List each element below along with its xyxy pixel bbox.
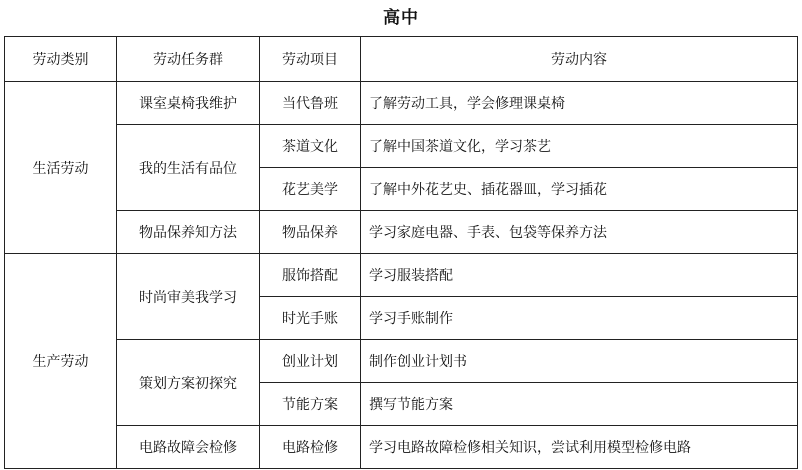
content-cell: 了解中国茶道文化，学习茶艺 <box>361 125 798 168</box>
table-row <box>5 125 798 168</box>
content-cell: 撰写节能方案 <box>361 383 798 426</box>
project-cell: 茶道文化 <box>260 125 361 168</box>
project-cell: 服饰搭配 <box>260 254 361 297</box>
header-content: 劳动内容 <box>361 37 798 82</box>
content-cell: 学习手账制作 <box>361 297 798 340</box>
labor-table <box>4 36 798 469</box>
content-cell: 了解中外花艺史、插花器皿，学习插花 <box>361 168 798 211</box>
content-cell: 了解劳动工具，学会修理课桌椅 <box>361 82 798 125</box>
project-cell: 物品保养 <box>260 211 361 254</box>
table-row <box>5 254 798 297</box>
table-row <box>5 211 798 254</box>
task-group-cell: 策划方案初探究 <box>117 340 260 426</box>
header-category: 劳动类别 <box>5 37 117 82</box>
category-cell: 生活劳动 <box>5 82 117 254</box>
project-cell: 花艺美学 <box>260 168 361 211</box>
content-cell: 制作创业计划书 <box>361 340 798 383</box>
category-cell: 生产劳动 <box>5 254 117 469</box>
task-group-cell: 课室桌椅我维护 <box>117 82 260 125</box>
header-project: 劳动项目 <box>260 37 361 82</box>
project-cell: 创业计划 <box>260 340 361 383</box>
project-cell: 节能方案 <box>260 383 361 426</box>
page-title: 高中 <box>383 8 419 28</box>
table-row <box>5 340 798 383</box>
task-group-cell: 我的生活有品位 <box>117 125 260 211</box>
content-cell: 学习服装搭配 <box>361 254 798 297</box>
header-row <box>5 37 798 82</box>
task-group-cell: 电路故障会检修 <box>117 426 260 469</box>
content-cell: 学习电路故障检修相关知识，尝试利用模型检修电路 <box>361 426 798 469</box>
project-cell: 当代鲁班 <box>260 82 361 125</box>
header-task-group: 劳动任务群 <box>117 37 260 82</box>
table-row <box>5 426 798 469</box>
content-cell: 学习家庭电器、手表、包袋等保养方法 <box>361 211 798 254</box>
task-group-cell: 物品保养知方法 <box>117 211 260 254</box>
table-row <box>5 82 798 125</box>
task-group-cell: 时尚审美我学习 <box>117 254 260 340</box>
project-cell: 电路检修 <box>260 426 361 469</box>
project-cell: 时光手账 <box>260 297 361 340</box>
